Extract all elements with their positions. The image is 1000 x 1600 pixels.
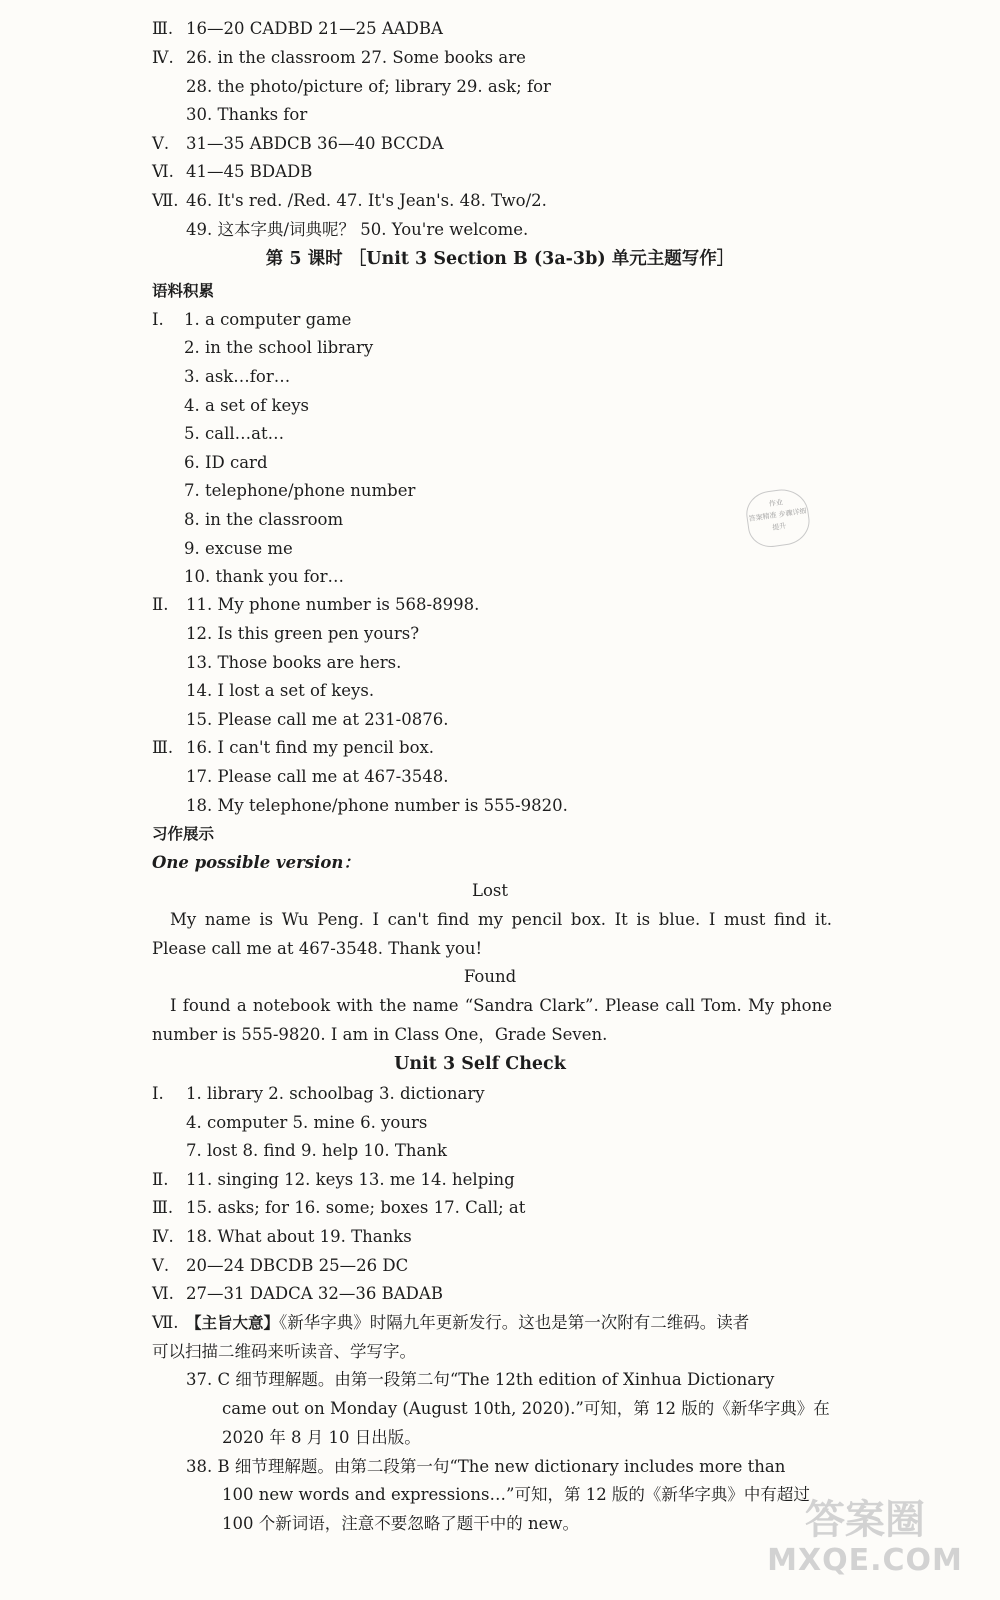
explanation-line: 100 new words and expressions…”可知，第 12 版的《新华字典》中有超过	[222, 1485, 810, 1504]
answer-line: Ⅵ. 27—31 DADCA 32—36 BADAB	[152, 1284, 443, 1303]
answer-line: Ⅰ. 1. library 2. schoolbag 3. dictionary	[152, 1084, 485, 1103]
answer-line: Ⅱ. 11. singing 12. keys 13. me 14. helping	[152, 1170, 515, 1189]
answer-line: 11. My phone number is 568-8998.	[186, 595, 480, 614]
answer-line: Ⅳ. 18. What about 19. Thanks	[152, 1227, 412, 1246]
answer-line: Ⅴ. 20—24 DBCDB 25—26 DC	[152, 1256, 409, 1275]
answer-line: Ⅶ. 46. It's red. /Red. 47. It's Jean's. 48. Two/2.	[152, 191, 547, 210]
roman-numeral: Ⅰ.	[152, 310, 164, 329]
answer-line: 30. Thanks for	[186, 105, 308, 124]
answer-line: 3. ask…for…	[184, 367, 291, 386]
answer-line: Ⅵ. 41—45 BDADB	[152, 162, 313, 181]
explanation-line: 38. B 细节理解题。由第二段第一句“The new dictionary includes more than	[186, 1457, 786, 1476]
main-idea-line: 可以扫描二维码来听读音、学写字。	[152, 1342, 416, 1361]
explanation-line: 100 个新词语，注意不要忽略了题干中的 new。	[222, 1514, 579, 1533]
found-title: Found	[463, 967, 517, 986]
main-idea-line: Ⅶ. 【主旨大意】《新华字典》时隔九年更新发行。这也是第一次附有二维码。读者	[152, 1313, 750, 1332]
answer-line: 15. Please call me at 231-0876.	[186, 710, 449, 729]
answer-line: 10. thank you for…	[184, 567, 345, 586]
corpus-label: 语料积累	[152, 282, 215, 300]
self-check-title: Unit 3 Self Check	[394, 1054, 566, 1074]
answer-line: Ⅲ. 16—20 CADBD 21—25 AADBA	[152, 19, 443, 38]
answer-line: 2. in the school library	[184, 338, 374, 357]
answer-line: 13. Those books are hers.	[186, 653, 402, 672]
explanation-line: 37. C 细节理解题。由第一段第二句“The 12th edition of Xinhua Dictionary	[186, 1370, 775, 1389]
homework-stamp: 作业 答案精准 步骤详细 提升	[743, 486, 812, 550]
answer-line: 18. My telephone/phone number is 555-9820.	[186, 796, 568, 815]
answer-line: 7. lost 8. find 9. help 10. Thank	[186, 1141, 448, 1160]
lost-paragraph: My name is Wu Peng. I can't find my pencil box. It is blue. I must find it. Please call me at 467-3548. Thank you!	[152, 910, 832, 958]
version-label: One possible version：	[152, 853, 360, 872]
answer-line: 14. I lost a set of keys.	[186, 681, 375, 700]
answer-line: 28. the photo/picture of; library 29. ask; for	[186, 77, 551, 96]
answer-line: 9. excuse me	[184, 539, 293, 558]
answer-line: 16. I can't find my pencil box.	[186, 738, 435, 757]
explanation-line: came out on Monday (August 10th, 2020).”可知，第 12 版的《新华字典》在	[222, 1399, 830, 1418]
answer-line: 49. 这本字典/词典呢？ 50. You're welcome.	[186, 220, 529, 239]
writing-label: 习作展示	[152, 825, 215, 843]
site-watermark: 答案圈 MXQE.COM	[767, 1497, 963, 1578]
roman-numeral: Ⅲ.	[152, 738, 174, 757]
found-paragraph: I found a notebook with the name “Sandra Clark”. Please call Tom. My phone number is 555-9820. I am in Class One，Grade Seven.	[152, 996, 832, 1044]
answer-line: Ⅲ. 15. asks; for 16. some; boxes 17. Call; at	[152, 1198, 526, 1217]
answer-line: 4. computer 5. mine 6. yours	[186, 1113, 428, 1132]
answer-line: 17. Please call me at 467-3548.	[186, 767, 449, 786]
answer-line: 4. a set of keys	[184, 396, 310, 415]
answer-line: Ⅳ. 26. in the classroom 27. Some books are	[152, 48, 526, 67]
answer-line: 5. call…at…	[184, 424, 285, 443]
lost-title: Lost	[472, 881, 508, 900]
answer-line: 7. telephone/phone number	[184, 481, 416, 500]
answer-line: 8. in the classroom	[184, 510, 344, 529]
roman-numeral: Ⅱ.	[152, 595, 169, 614]
answer-line: 6. ID card	[184, 453, 268, 472]
answer-line: Ⅴ. 31—35 ABDCB 36—40 BCCDA	[152, 134, 444, 153]
explanation-line: 2020 年 8 月 10 日出版。	[222, 1428, 421, 1447]
answer-line: 1. a computer game	[184, 310, 352, 329]
section-title: 第 5 课时 ［Unit 3 Section B (3a-3b) 单元主题写作］	[265, 249, 735, 269]
answer-line: 12. Is this green pen yours?	[186, 624, 420, 643]
